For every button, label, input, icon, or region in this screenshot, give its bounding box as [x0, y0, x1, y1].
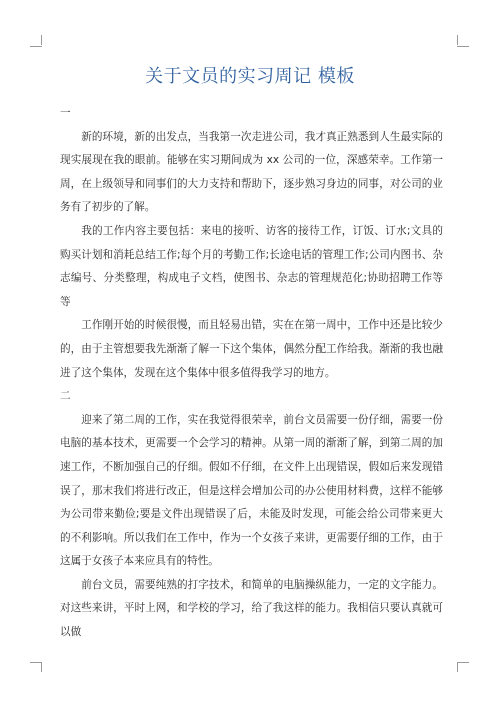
crop-mark-bottom-left [30, 662, 42, 674]
paragraph-4: 迎来了第二周的工作，实在我觉得很荣幸，前台文员需要一份仔细，需要一份电脑的基本技术，更需要一个会学习的精神。从第一周的渐渐了解，到第二周的加速工作，不断加强自己的仔细。假如不仔细，在文件上出现错误，假如后来发现错误了，那末我们将进行改正，但是这样会增加公司的办公使用材料费，这样不能够为公司带来勤俭;要是文件出现错误了后，未能及时发现，可能会给公司带来更大的不利影响。所以我们在工作中，作为一个女孩子来讲，更需要仔细的工作，由于这属于女孩子本来应具有的特性。 [60, 413, 443, 568]
crop-mark-bottom-right [457, 662, 469, 674]
paragraph-3: 工作刚开始的时候很慢，而且轻易出错，实在在第一周中，工作中还是比较少的，由于主管想要我先渐渐了解一下这个集体，偶然分配工作给我。渐渐的我也融进了这个集体，发现在这个集体中很多值得我学习的地方。 [60, 319, 443, 379]
document-body [60, 102, 443, 645]
section-heading-1: 一 [60, 107, 71, 119]
paragraph-2: 我的工作内容主要包括：来电的接听、访客的接待工作，订饭、订水;文具的购买计划和消耗总结工作;每个月的考勤工作;长途电话的管理工作;公司内图书、杂志编号、分类整理，构成电子文档，使图书、杂志的管理规范化;协助招聘工作等等 [60, 224, 443, 308]
crop-mark-top-right [457, 35, 469, 47]
paragraph-1: 新的环境，新的出发点，当我第一次走进公司，我才真正熟悉到人生最实际的现实展现在我的眼前。能够在实习期间成为 xx 公司的一位，深感荣幸。工作第一周，在上级领导和同事们的大力支持和帮助下，逐步熟习身边的同事，对公司的业务有了初步的了解。 [60, 130, 443, 214]
page-title: 关于文员的实习周记 模板 [145, 66, 355, 87]
crop-mark-top-left [30, 35, 42, 47]
paragraph-5: 前台文员，需要纯熟的打字技术，和简单的电脑操纵能力，一定的文字能力。对这些来讲，平时上网，和学校的学习，给了我这样的能力。我相信只要认真就可以做 [60, 578, 443, 639]
section-heading-2: 二 [60, 390, 71, 403]
